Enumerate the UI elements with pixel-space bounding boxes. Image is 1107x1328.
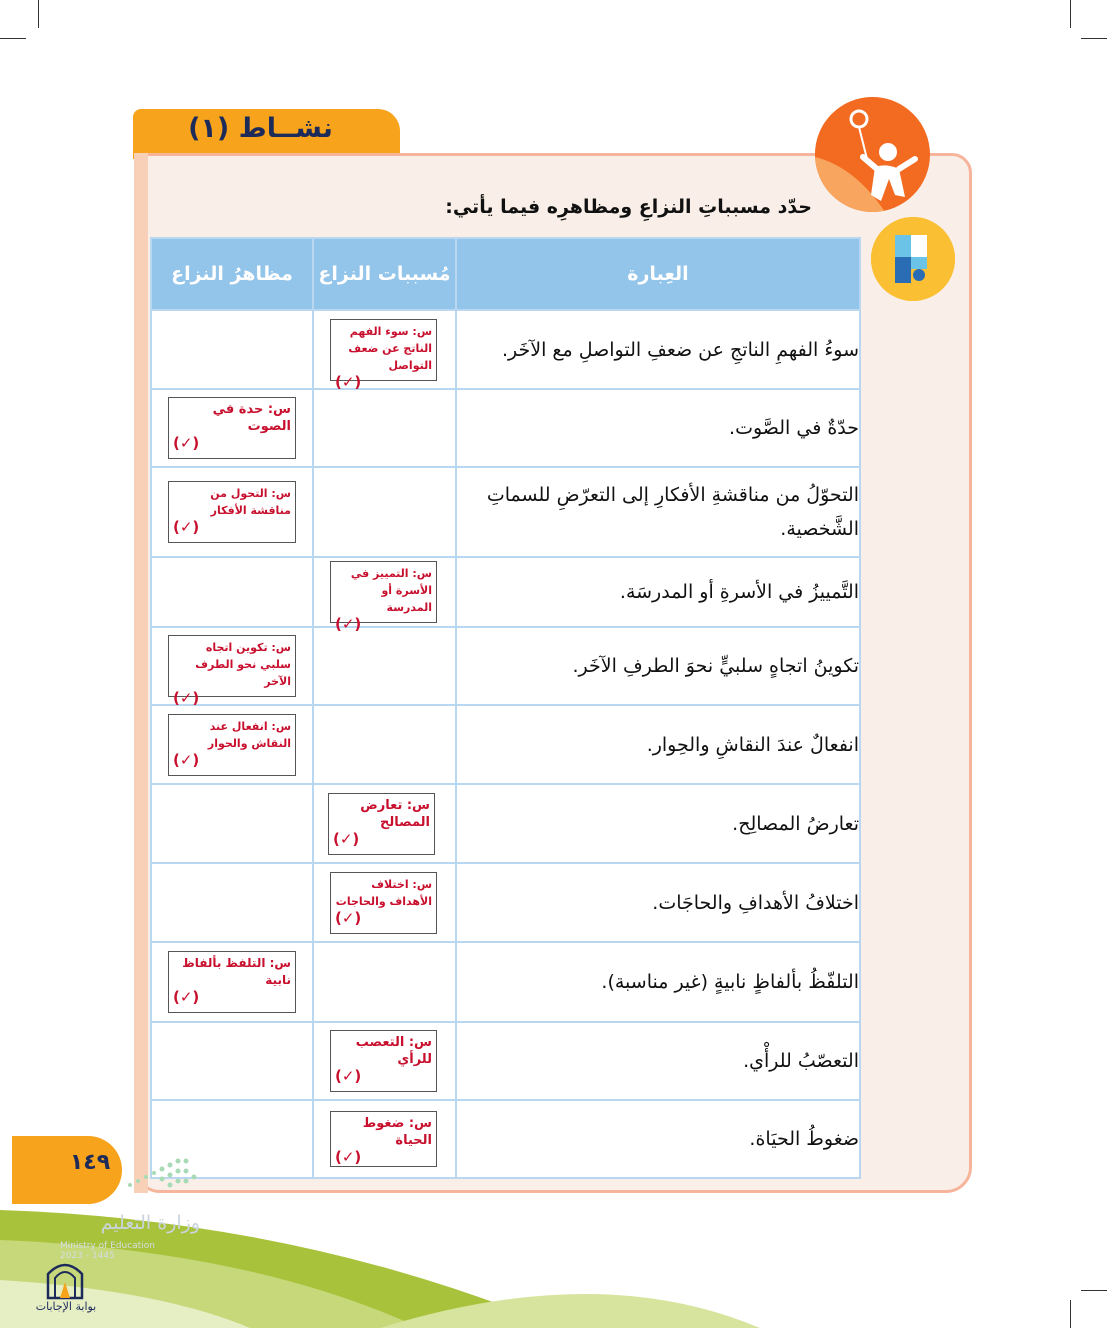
answer-box[interactable] (328, 793, 435, 855)
page-number: ١٤٩ (69, 1150, 111, 1175)
answer-text: س: تعارض المصالح (360, 797, 430, 830)
statement-cell: التعصّبُ للرأْي. (456, 1022, 860, 1100)
table-row (151, 557, 860, 627)
activity-table (150, 237, 861, 1179)
manifestations-cell (151, 467, 313, 557)
check-icon: (✓) (335, 372, 362, 391)
crop-mark (1081, 38, 1107, 39)
table-row (151, 627, 860, 705)
check-icon: (✓) (173, 988, 200, 1006)
statement-cell: حدّةٌ في الصَّوت. (456, 389, 860, 467)
crop-mark (1070, 0, 1071, 28)
statement-cell: التحوّلُ من مناقشةِ الأفكارِ إلى التعرّضِ للسماتِ الشَّخصية. (456, 467, 860, 557)
manifestations-cell (151, 389, 313, 467)
table-row (151, 1022, 860, 1100)
statement-cell: تكوينُ اتجاهٍ سلبيٍّ نحوَ الطرفِ الآخَر. (456, 627, 860, 705)
table-row (151, 784, 860, 863)
causes-cell (313, 863, 456, 942)
crop-mark (0, 38, 26, 39)
answer-box[interactable] (168, 635, 296, 707)
answer-text: س: سوء الفهم الناتج عن ضعف التواصل (348, 324, 432, 372)
ministry-year: 2023 - 1445 (60, 1251, 115, 1261)
answer-text: س: حدة في الصوت (212, 402, 291, 434)
answer-box[interactable] (330, 872, 437, 934)
table-row (151, 942, 860, 1022)
answer-text: س: تكوين اتجاه سلبي نحو الطرف الآخر (195, 641, 291, 688)
answer-text: س: انفعال عند النقاش والحوار (207, 719, 291, 750)
manifestations-cell (151, 310, 313, 389)
check-icon: (✓) (335, 1067, 362, 1085)
answer-box[interactable] (168, 481, 296, 543)
causes-cell (313, 310, 456, 389)
check-icon: (✓) (173, 518, 200, 536)
answer-text: س: التلفظ بألفاظ نابية (182, 956, 291, 987)
answer-text: س: التعصب للرأي (355, 1035, 432, 1067)
manifestations-cell (151, 863, 313, 942)
manifestations-cell (151, 627, 313, 705)
manifestations-cell (151, 942, 313, 1022)
check-icon: (✓) (173, 689, 200, 707)
causes-cell (313, 1100, 456, 1178)
portal-name: بوابة الإجابات (35, 1300, 97, 1313)
answer-text: س: اختلاف الأهداف والحاجات (335, 877, 432, 908)
answer-box[interactable] (168, 951, 296, 1013)
header-causes: مُسببات النزاع (313, 238, 456, 310)
table-row (151, 1100, 860, 1178)
table-row (151, 389, 860, 467)
answer-box[interactable] (168, 397, 296, 459)
manifestations-cell (151, 705, 313, 784)
table-header-row (151, 238, 860, 310)
ministry-name-en-text: Ministry of Education (60, 1241, 155, 1251)
table-row (151, 863, 860, 942)
causes-cell (313, 942, 456, 1022)
table-row (151, 310, 860, 389)
causes-cell (313, 705, 456, 784)
activity-title: نشــاط (١) (188, 113, 333, 144)
check-icon: (✓) (335, 615, 362, 633)
check-icon: (✓) (173, 434, 200, 452)
answer-box[interactable] (330, 1111, 437, 1167)
activity-tab (133, 109, 400, 159)
manifestations-cell (151, 557, 313, 627)
statement-cell: التلفّظُ بألفاظٍ نابيةٍ (غير مناسبة). (456, 942, 860, 1022)
person-balloon-icon (815, 97, 930, 212)
answer-box[interactable] (168, 714, 296, 776)
statement-cell: سوءُ الفهمِ الناتجِ عن ضعفِ التواصلِ مع الآخَر. (456, 310, 860, 389)
check-icon: (✓) (173, 750, 200, 769)
answer-text: س: التحول من مناقشة الأفكار (210, 487, 291, 517)
answer-box[interactable] (330, 319, 437, 391)
statement-cell: انفعالٌ عندَ النقاشِ والحِوار. (456, 705, 860, 784)
statement-cell: تعارضُ المصالِح. (456, 784, 860, 863)
statement-cell: اختلافُ الأهدافِ والحاجَات. (456, 863, 860, 942)
answer-box[interactable] (330, 561, 437, 633)
answer-box[interactable] (330, 1030, 437, 1092)
check-icon: (✓) (335, 908, 362, 927)
portal-logo-icon (44, 1256, 86, 1300)
check-icon: (✓) (335, 1148, 362, 1166)
statement-cell: التَّمييزُ في الأسرةِ أو المدرسَة. (456, 557, 860, 627)
causes-cell (313, 627, 456, 705)
panel-left-bar (134, 153, 148, 1193)
header-statement: العِبارة (456, 238, 860, 310)
manifestations-cell (151, 1022, 313, 1100)
answer-text: س: ضغوط الحياة (362, 1116, 432, 1148)
ministry-name: وزارة التعليم (100, 1212, 200, 1234)
header-manifestations: مظاهرُ النزاع (151, 238, 313, 310)
instruction-text: حدّد مسبباتِ النزاعِ ومظاهرِه فيما يأتي: (445, 196, 812, 218)
causes-cell (313, 557, 456, 633)
check-icon: (✓) (333, 829, 360, 848)
causes-cell (313, 467, 456, 557)
statement-cell: ضغوطُ الحيَاة. (456, 1100, 860, 1178)
causes-cell (313, 1022, 456, 1100)
crop-mark (38, 0, 39, 28)
ministry-logo-icon (120, 1155, 200, 1195)
causes-cell (313, 784, 456, 863)
manifestations-cell (151, 784, 313, 863)
table-row (151, 467, 860, 557)
table-row (151, 705, 860, 784)
causes-cell (313, 389, 456, 467)
answer-text: س: التمييز في الأسرة أو المدرسة (350, 567, 432, 614)
puzzle-icon (871, 217, 955, 301)
